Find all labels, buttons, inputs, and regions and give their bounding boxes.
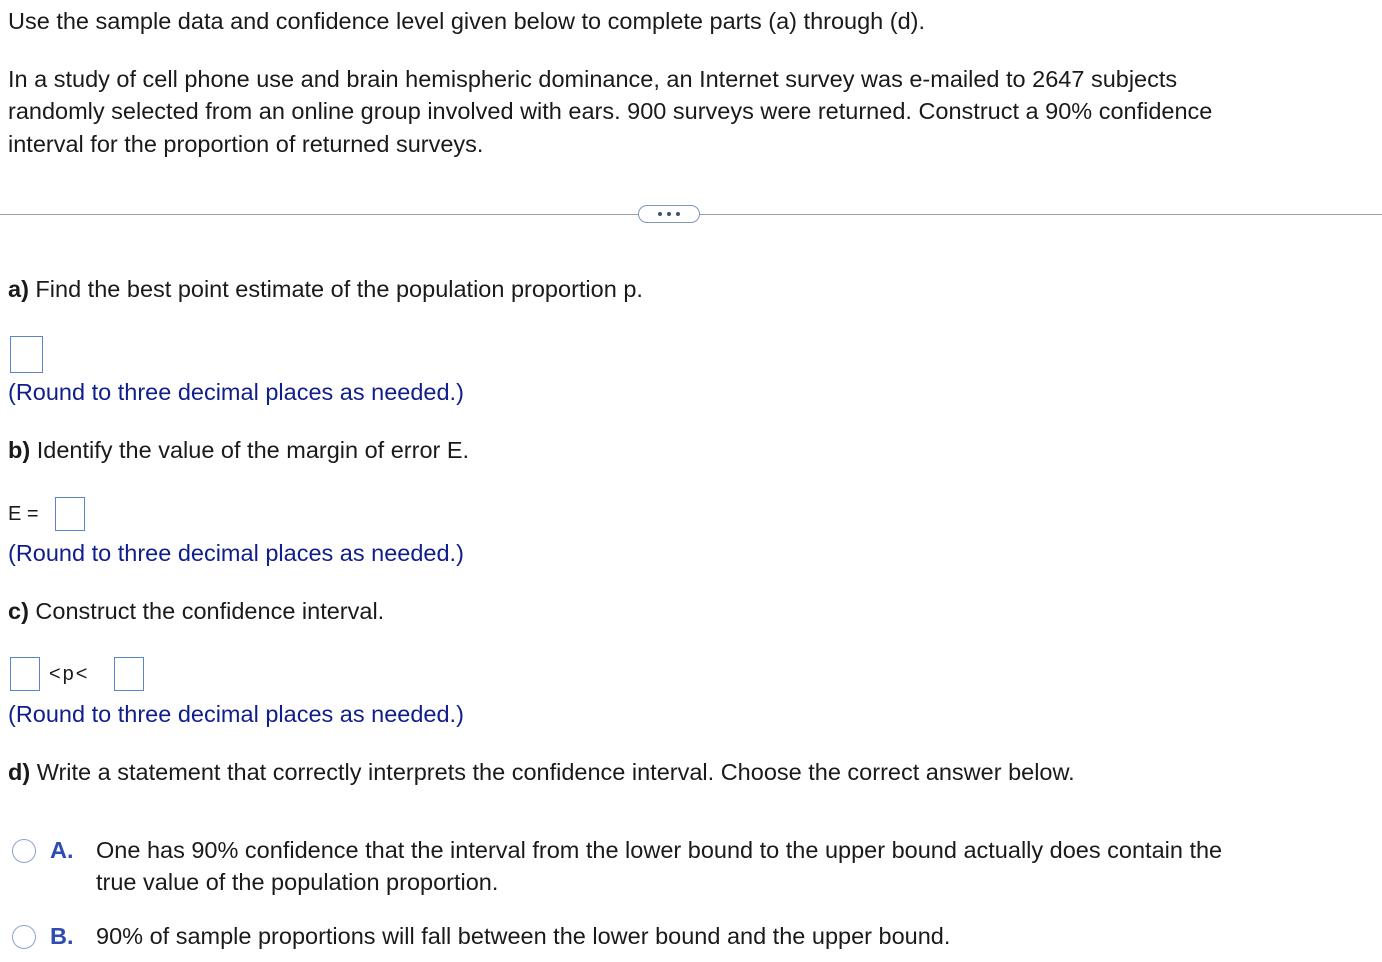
problem-line-2: randomly selected from an online group involved with ears. 900 surveys were returned. Construct a 90% confidence bbox=[8, 98, 1213, 124]
option-b-letter[interactable]: B. bbox=[50, 923, 74, 949]
part-b-question: b) Identify the value of the margin of error E. bbox=[8, 437, 470, 463]
margin-error-label: E = bbox=[8, 503, 39, 525]
problem-line-1: In a study of cell phone use and brain hemispheric dominance, an Internet survey was e-mailed to 2647 subjects bbox=[8, 66, 1178, 92]
option-a-text-line-1[interactable]: One has 90% confidence that the interval from the lower bound to the upper bound actually does contain the bbox=[96, 837, 1223, 863]
option-a-letter[interactable]: A. bbox=[50, 837, 74, 863]
option-a-radio[interactable] bbox=[12, 839, 36, 863]
part-c-rounding-hint: (Round to three decimal places as needed.) bbox=[8, 701, 464, 727]
part-c-question: c) Construct the confidence interval. bbox=[8, 598, 385, 624]
lower-bound-input[interactable] bbox=[10, 657, 40, 691]
part-d-question: d) Write a statement that correctly interprets the confidence interval. Choose the correct answer below. bbox=[8, 759, 1075, 785]
ellipsis-icon bbox=[658, 212, 662, 216]
problem-line-3: interval for the proportion of returned surveys. bbox=[8, 131, 484, 157]
part-a-rounding-hint: (Round to three decimal places as needed.) bbox=[8, 379, 464, 405]
margin-error-input[interactable] bbox=[55, 497, 85, 531]
interval-inequality: <p< bbox=[49, 663, 90, 685]
option-b-radio[interactable] bbox=[12, 925, 36, 949]
part-a-question: a) Find the best point estimate of the population proportion p. bbox=[8, 276, 643, 302]
more-options-button[interactable] bbox=[638, 205, 700, 223]
instructions-text: Use the sample data and confidence level given below to complete parts (a) through (d). bbox=[8, 8, 926, 34]
option-a-text-line-2[interactable]: true value of the population proportion. bbox=[96, 869, 499, 895]
part-b-rounding-hint: (Round to three decimal places as needed.) bbox=[8, 540, 464, 566]
point-estimate-input[interactable] bbox=[10, 336, 43, 373]
upper-bound-input[interactable] bbox=[114, 657, 144, 691]
option-b-text[interactable]: 90% of sample proportions will fall between the lower bound and the upper bound. bbox=[96, 923, 951, 949]
